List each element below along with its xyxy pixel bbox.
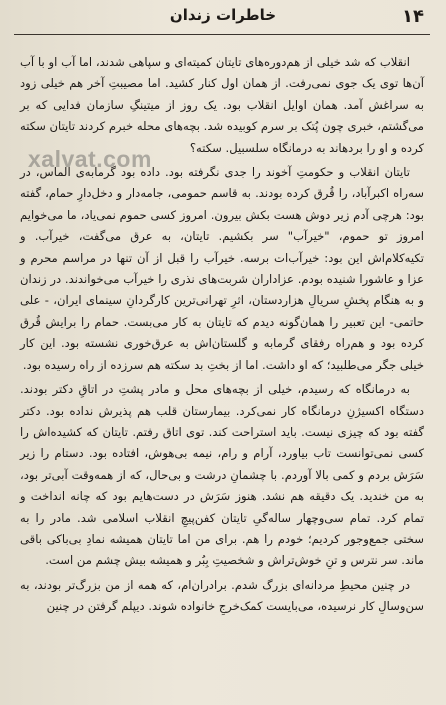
page-header bbox=[0, 0, 446, 36]
paragraph-2: تایتان انقلاب و حکومتِ آخوند را جدی نگرفته بود. داده بود گرمابه‌ی الماس، در سه‌راه اکبرآباد، را قُرق کرده بودند. به قاسم حمومی، جامه‌دار و دخل‌دارِ حمام، گفته بود: هرچی آدم زیر دوش هست بکش بیرون. امروز کسی حموم نمی‌یاد، ما می‌خوایم امروز تو حموم، "خیرآب" سر بکشیم. تایتان، به عرق می‌گفت، خیرآب. و تکیه‌کلام‌اش این بود: خیرآب‌ات برسه. خیرآب را قبل از آن تنها در مراسم محرم و عزا و عاشورا شنیده بودم. عزاداران شربت‌های نذری را خیرآب می‌خواندند. در زندان و به هنگام پخشِ سریالِ هزاردستان، اثرِ تهرانی‌ترین کارگردانِ سینمای ایران، - علی حاتمی- این تعبیر را همان‌گونه دیدم که تایتان به کار می‌بست. حمام را برایش قُرق کرده بود و هم‌راه رفقای گرمابه و گلستان‌اش به عرق‌خوری نشسته بود. این کار خیلی جگر می‌طلبید؛ که او داشت. اما از بختِ بد سکته هم سرزده از راه رسیده بود. bbox=[20, 165, 424, 372]
paragraph-1: انقلاب که شد خیلی از هم‌دوره‌های تایتان کمیته‌ای و سپاهی شدند، اما آب او با آب آن‌ها توی یک جوی نمی‌رفت. از همان اول کنار کشید. اما مصیبتِ آخر هم خیلی زود به سراغش آمد. همان اوایل انقلاب بود. یک روز از میتینگِ سازمان فدایی که بر می‌گشتم، خبری چون پُتک بر سرم کوبیده شد. بچه‌های محله خبرم کردند تایتان سکته کرده و او را بردهاند به درمانگاه سلسبیل. سکته؟ bbox=[20, 55, 424, 155]
header-rule bbox=[14, 34, 430, 35]
body-text bbox=[20, 52, 424, 705]
paragraph-3: به درمانگاه که رسیدم، خیلی از بچه‌های محل و مادر پشتِ در اتاقِ دکتر بودند. دستگاه اکسیژنِ درمانگاه کار نمی‌کرد. بیمارستان قلب هم پذیرش نداده بود. دکتر گفته بود که چیزی نیست. باید استراحت کند. توی اتاق رفتم. تایتان که کشیده‌اش را کسی نمی‌توانست تاب بیاورد، آرام و رام، نیمه بی‌هوش، افتاده بود. دستام را زیر سَرَش بردم و کمی بالا آوردم. با چشمانِ درشت و بی‌حال، که از همه‌وقت آبی‌تر بود، به من خندید. یک دقیقه هم نشد. هنوز سَرَش در دست‌هایم بود که چانه انداخت و تمام کرد. تمام سی‌وچهار ساله‌گیِ تایتان کفن‌پیچِ انقلاب اسلامی شد. مادر را به سختی جمع‌وجور کردیم؛ خودم را هم. برای من اما تایتان همیشه نمادِ بی‌باکی باقی ماند. سر نترس و تنِ خوش‌تراش و شخصیتِ بِبُر و همیشه بیش چشم من است. bbox=[20, 382, 424, 568]
paragraph-4: در چنین محیطِ مردانه‌ای بزرگ شدم. برادران‌ام، که همه از من بزرگ‌تر بودند، به سن‌وسالِ کار نرسیده، می‌بایست کمک‌خرجِ خانواده شوند. دیپلم گرفتن در چنین bbox=[20, 577, 424, 614]
page-number: ۱۴ bbox=[402, 6, 424, 27]
running-title: خاطرات زندان bbox=[169, 6, 277, 24]
watermark: xalvat.com bbox=[28, 146, 152, 172]
